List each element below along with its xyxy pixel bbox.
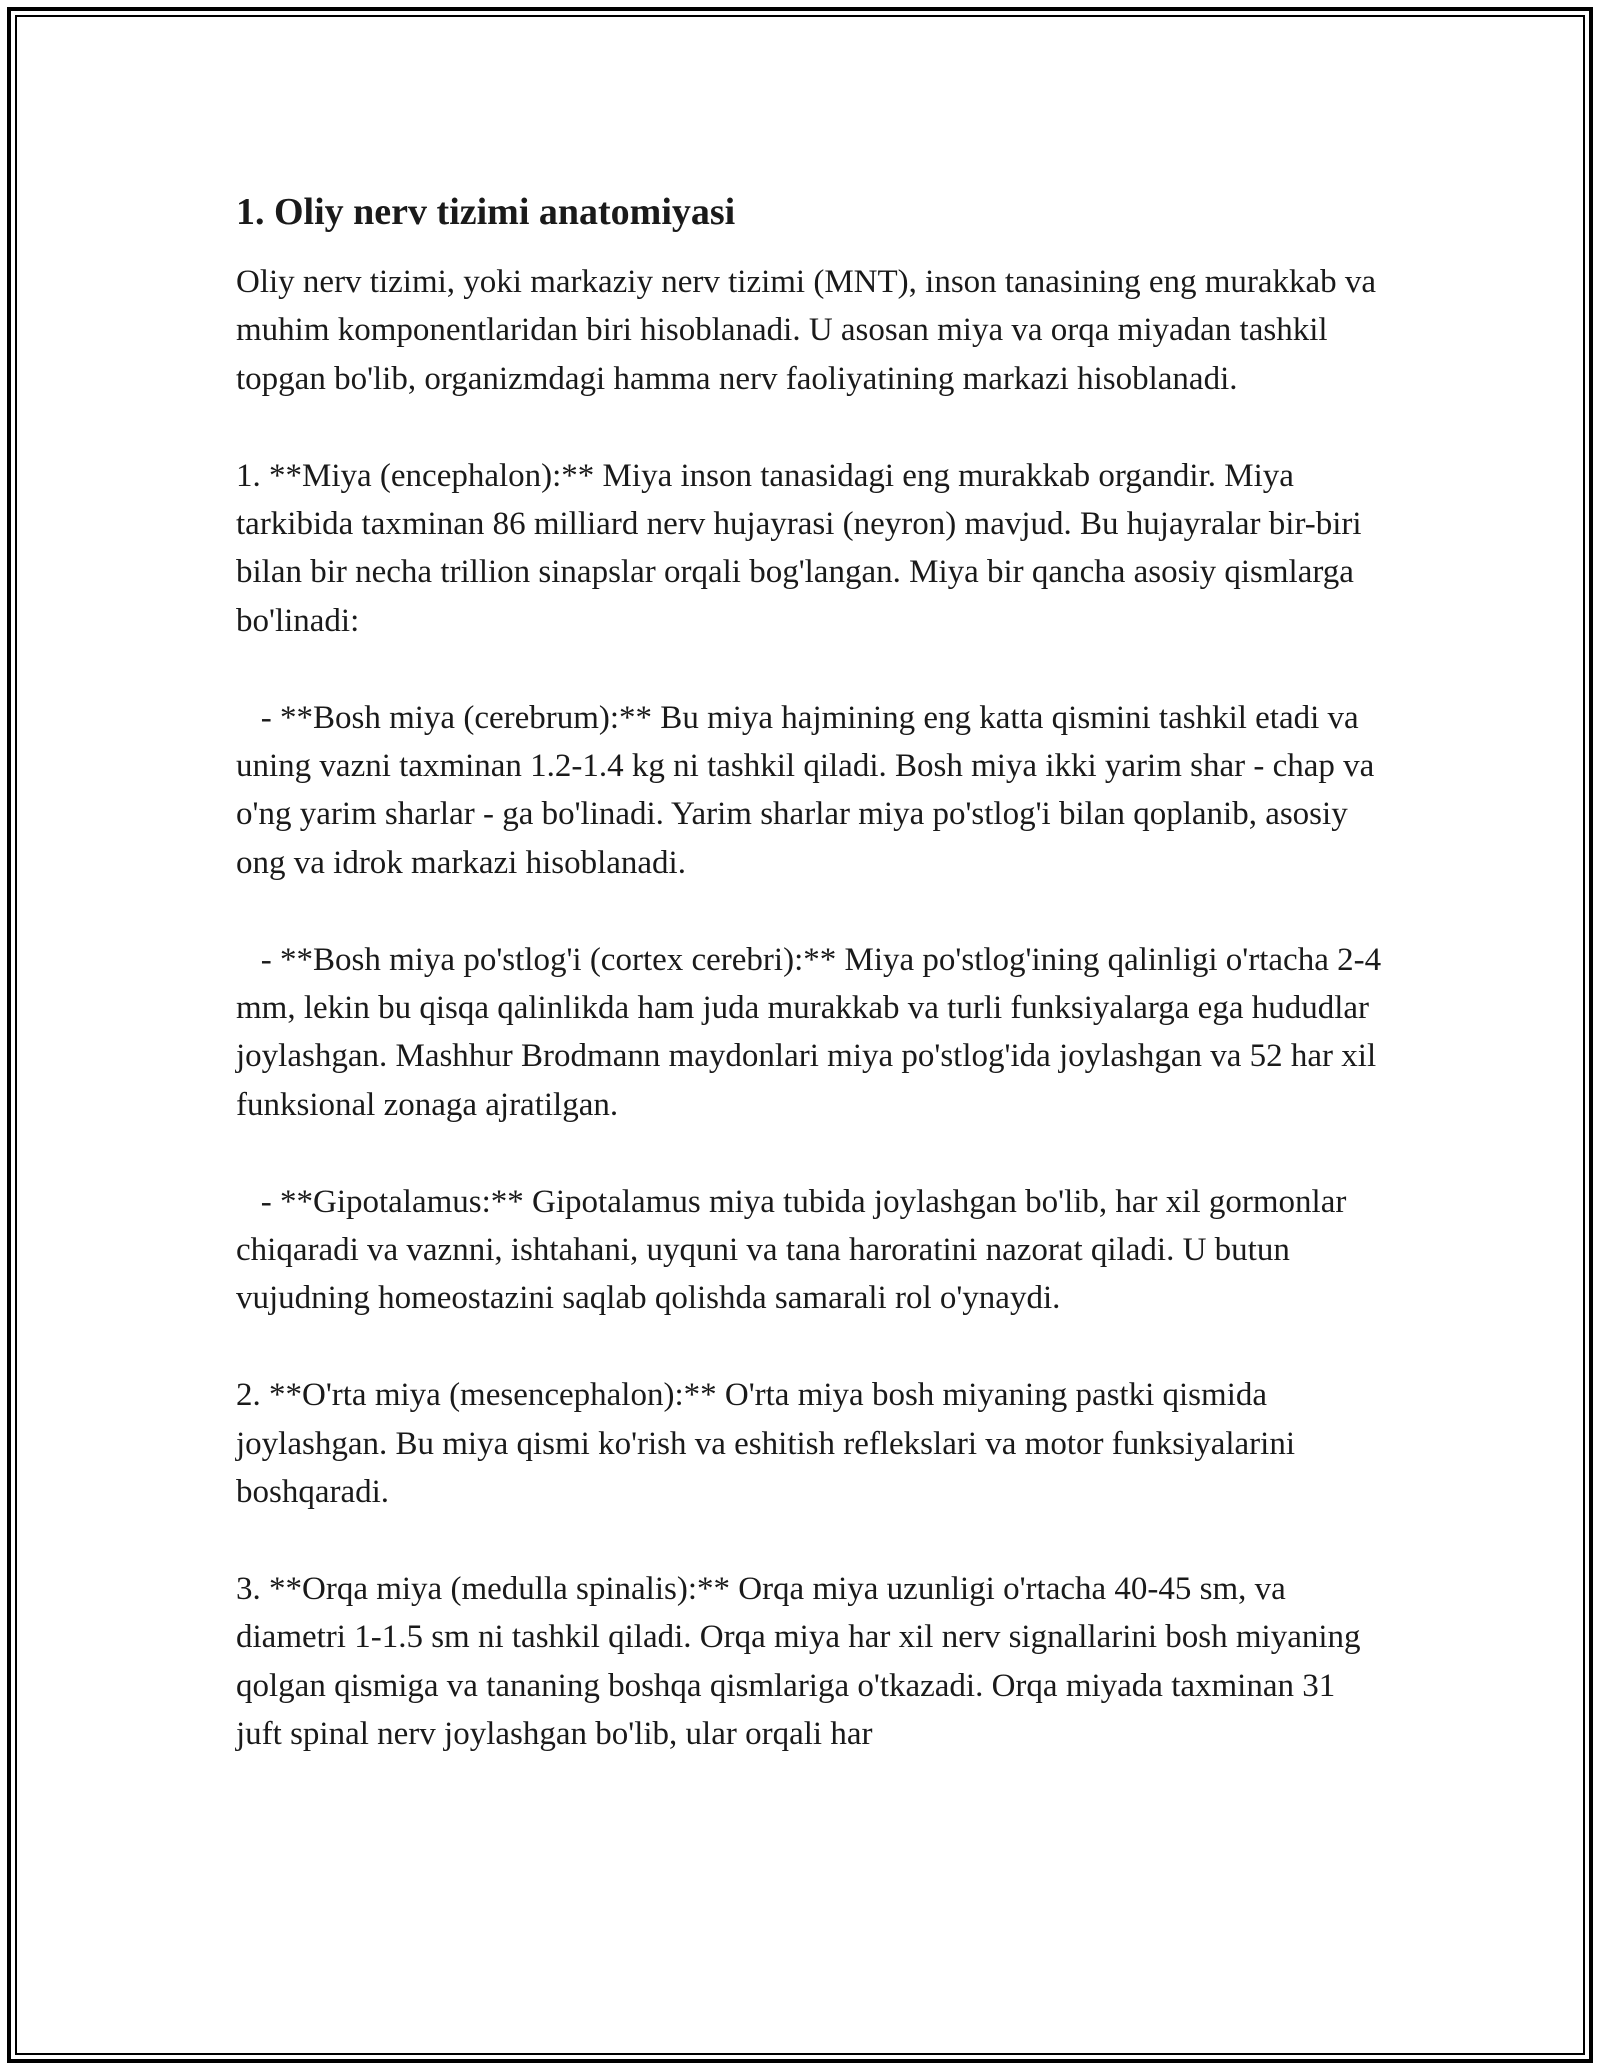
paragraph-cortex: - **Bosh miya po'stlog'i (cortex cerebri):** Miya po'stlog'ining qalinligi o'rtacha 2-4 mm, lekin bu qisqa qalinlikda ham juda murakkab va turli funksiyalarga ega hududlar joylashgan. Mashhur Brodmann maydonlari miya po'stlog'ida joylashgan va 52 har xil funksional zonaga ajratilgan. (236, 941, 1390, 1123)
paragraph-gipotalamus: - **Gipotalamus:** Gipotalamus miya tubida joylashgan bo'lib, har xil gormonlar chiqaradi va vaznni, ishtahani, uyquni va tana haroratini nazorat qiladi. U butun vujudning homeostazini saqlab qolishda samarali rol o'ynaydi. (236, 1183, 1355, 1317)
document-body (236, 188, 1390, 1807)
paragraph-miya: 1. **Miya (encephalon):** Miya inson tanasidagi eng murakkab organdir. Miya tarkibida taxminan 86 milliard nerv hujayrasi (neyron) mavjud. Bu hujayralar bir-biri bilan bir necha trillion sinapslar orqali bog'langan. Miya bir qancha asosiy qismlarga bo'linadi: (236, 457, 1370, 639)
paragraph-orta-miya: 2. **O'rta miya (mesencephalon):** O'rta miya bosh miyaning pastki qismida joylashgan. Bu miya qismi ko'rish va eshitish reflekslari va motor funksiyalarini boshqaradi. (236, 1377, 1304, 1511)
paragraph-orqa-miya: 3. **Orqa miya (medulla spinalis):** Orqa miya uzunligi o'rtacha 40-45 sm, va diametri 1-1.5 sm ni tashkil qiladi. Orqa miya har xil nerv signallarini bosh miyaning qolgan qismiga va tananing boshqa qismlariga o'tkazadi. Orqa miyada taxminan 31 juft spinal nerv joylashgan bo'lib, ular orqali har (236, 1570, 1369, 1753)
paragraph-bosh-miya: - **Bosh miya (cerebrum):** Bu miya hajmining eng katta qismini tashkil etadi va uning vazni taxminan 1.2-1.4 kg ni tashkil qiladi. Bosh miya ikki yarim shar - chap va o'ng yarim sharlar - ga bo'linadi. Yarim sharlar miya po'stlog'i bilan qoplanib, asosiy ong va idrok markazi hisoblanadi. (236, 699, 1383, 881)
document-title: 1. Oliy nerv tizimi anatomiyasi (236, 191, 736, 233)
paragraph-intro: Oliy nerv tizimi, yoki markaziy nerv tizimi (MNT), inson tanasining eng murakkab va muhim komponentlaridan biri hisoblanadi. U asosan miya va orqa miyadan tashkil topgan bo'lib, organizmdagi hamma nerv faoliyatining markazi hisoblanadi. (236, 264, 1385, 397)
